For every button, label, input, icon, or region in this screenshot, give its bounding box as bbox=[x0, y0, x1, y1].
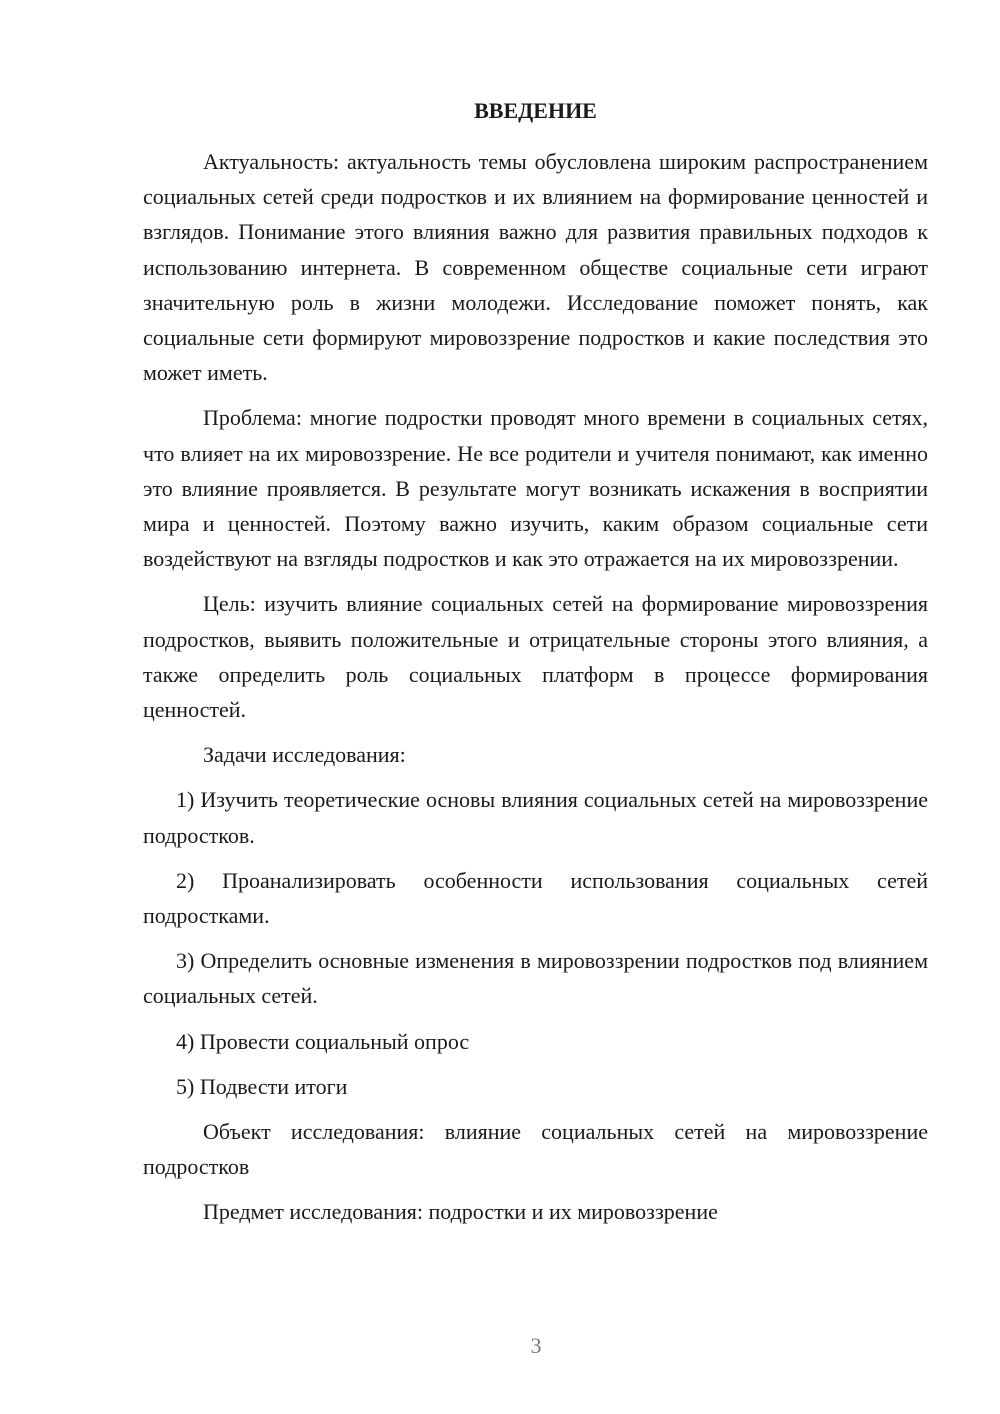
paragraph-relevance: Актуальность: актуальность темы обусловлена широким распространением социальных сетей среди подростков и их влиянием на формирование ценностей и взглядов. Понимание этого влияния важно для развития правильных подходов к использованию интернета. В современном обществе социальные сети играют значительную роль в жизни молодежи. Исследование поможет понять, как социальные сети формируют мировоззрение подростков и какие последствия это может иметь. bbox=[143, 149, 928, 386]
list-item: 3) Определить основные изменения в мировоззрении подростков под влиянием социальных сетей. bbox=[143, 948, 928, 1009]
paragraph-problem: Проблема: многие подростки проводят много времени в социальных сетях, что влияет на их мировоззрение. Не все родители и учителя понимают, как именно это влияние проявляется. В результате могут возникать искажения в восприятии мира и ценностей. Поэтому важно изучить, каким образом социальные сети воздействуют на взгляды подростков и как это отражается на их мировоззрении. bbox=[143, 405, 928, 572]
tasks-list bbox=[143, 782, 928, 1104]
document-page bbox=[143, 98, 928, 1230]
list-item: 1) Изучить теоретические основы влияния социальных сетей на мировоззрение подростков. bbox=[143, 787, 928, 848]
paragraph-subject: Предмет исследования: подростки и их мировоззрение bbox=[203, 1199, 718, 1225]
paragraph-object: Объект исследования: влияние социальных сетей на мировоззрение подростков bbox=[143, 1119, 928, 1180]
list-item: 4) Провести социальный опрос bbox=[176, 1028, 470, 1054]
list-item: 5) Подвести итоги bbox=[176, 1073, 348, 1099]
list-item: 2) Проанализировать особенности использования социальных сетей подростками. bbox=[143, 867, 928, 929]
tasks-heading: Задачи исследования: bbox=[203, 742, 406, 768]
paragraph-goal: Цель: изучить влияние социальных сетей на формирование мировоззрения подростков, выявить положительные и отрицательные стороны этого влияния, а также определить роль социальных платформ в процессе формирования ценностей. bbox=[143, 591, 928, 723]
page-number: 3 bbox=[530, 1333, 542, 1358]
page-title: ВВЕДЕНИЕ bbox=[474, 98, 597, 123]
